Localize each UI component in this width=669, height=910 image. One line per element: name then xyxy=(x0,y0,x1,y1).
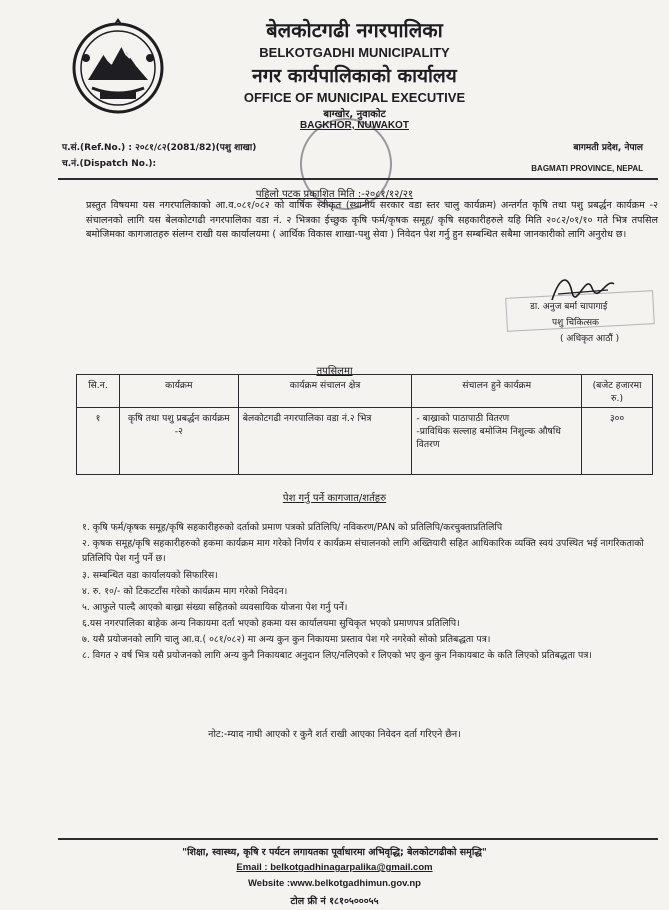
schedule-title: तपसिलमा xyxy=(316,366,353,377)
footer-website-link[interactable]: Website :www.belkotgadhimun.gov.np xyxy=(248,878,421,889)
header-sn: सि.न. xyxy=(77,375,120,408)
header-activity: संचालन हुने कार्यक्रम xyxy=(412,375,582,408)
signatory-authority: ( अधिकृत आठौं ) xyxy=(560,334,620,344)
province-ne: बागमती प्रदेश, नेपाल xyxy=(573,143,643,153)
note-text: नोट:-म्याद नाघी आएको र कुनै शर्त राखी आएका निवेदन दर्ता गरिएने छैन। xyxy=(208,729,461,740)
municipality-name-ne: बेलकोटगढी नगरपालिका xyxy=(266,18,443,42)
list-item: ६.यस नगरपालिका बाहेक अन्य निकायमा दर्ता भएको हकमा यस कार्यालयमा सुचिकृत भएको प्रमाणपत्र प्रतिलिपि। xyxy=(82,618,460,629)
cell-budget: ३०० xyxy=(582,408,653,475)
dispatch-number: च.नं.(Dispatch No.): xyxy=(62,159,157,169)
cell-sn: १ xyxy=(77,408,120,475)
municipality-name-en: BELKOTGADHI MUNICIPALITY xyxy=(259,45,450,60)
list-item: ८. विगत २ वर्ष भित्र यसै प्रयोजनको लागि अन्य कुनै निकायबाट अनुदान लिए/नलिएको र लिएको भए कुन कुन निकायबाट के कति लिएको प्रतिबद्धता पत्र। xyxy=(82,650,592,661)
office-name-ne: नगर कार्यपालिकाको कार्यालय xyxy=(252,65,457,87)
schedule-table xyxy=(76,374,653,475)
notice-title: पहिलो पटक प्रकाशित मिति :-२०८१/१२/२१ xyxy=(255,189,414,200)
cell-area: बेलकोटगढी नगरपालिका वडा नं.२ भित्र xyxy=(238,408,412,475)
notice-body: प्रस्तुत विषयमा यस नगरपालिकाको आ.व.०८१/०८२ को वार्षिक स्वीकृत (स्थानीय सरकार वडा स्तर चालु कार्यक्रम) अन्तर्गत कृषि तथा पशु प्रबर्द्धन कार्यक्रम -२ संचालनको लागि यस बेलकोटगढी नगरपालिका वडा नं. २ भित्रका ईच्छुक कृषि फर्म/कृषक समूह/ कृषि सहकारीहरुले यहि मिति २०८२/०१/१० गते भित्र तपसिल बमोजिमका कागजातहरु संलग्न राखी यस कार्यालयमा ( आर्थिक विकास शाखा-पशु सेवा ) निवेदन पेश गर्नु हुन सम्बन्धित सबैमा जानकारीको लागि अनुरोध छ। xyxy=(86,200,658,240)
header-area: कार्यक्रम संचालन क्षेत्र xyxy=(238,375,412,408)
activity-item: -प्राविधिक सल्लाह बमोजिम निशुल्क औषधि वितरण xyxy=(416,426,561,450)
list-item: ३. सम्बन्धित वडा कार्यालयको सिफारिस। xyxy=(82,570,218,581)
list-item: ४. रु. १०/- को टिकटटाँस गरेको कार्यक्रम माग गरेको निवेदन। xyxy=(82,586,288,597)
location-en: BAGKHOR, NUWAKOT xyxy=(300,120,409,131)
header-program: कार्यक्रम xyxy=(119,375,238,408)
signatory-name: डा. अनुज बर्मा चापागाई xyxy=(530,302,608,312)
table-row xyxy=(77,408,653,475)
signatory-title: पशु चिकित्सक xyxy=(552,318,599,328)
cell-program: कृषि तथा पशु प्रबर्द्धन कार्यक्रम -२ xyxy=(119,408,238,475)
reference-number: प.सं.(Ref.No.) : २०८१/८२(2081/82)(पशु शाखा) xyxy=(62,143,257,153)
activity-item: - बाख्राको पाठापाठी वितरण xyxy=(416,413,510,424)
list-item: ७. यसै प्रयोजनको लागि चालु आ.व.( ०८१/०८२) मा अन्य कुन कुन निकायमा प्रस्ताव पेश गरे नगरेको सोको प्रतिबद्धता पत्र। xyxy=(82,634,491,645)
header-divider xyxy=(58,178,658,180)
header-budget: (बजेट हजारमा रु.) xyxy=(582,375,653,408)
footer-motto: "शिक्षा, स्वास्थ्य, कृषि र पर्यटन लगायतका पूर्वाधारमा अभिवृद्धि; बेलकोटगढीको समृद्धि" xyxy=(182,847,487,858)
documents-title: पेश गर्नु पर्ने कागजात/शर्तहरु xyxy=(282,493,387,504)
province-en: BAGMATI PROVINCE, NEPAL xyxy=(531,164,643,173)
office-name-en: OFFICE OF MUNICIPAL EXECUTIVE xyxy=(243,90,466,105)
footer-email-link[interactable]: Email : belkotgadhinagarpalika@gmail.com xyxy=(236,862,433,873)
footer-toll-free: टोल फ्री नं १८१०५०००५५ xyxy=(290,896,379,907)
cell-activity xyxy=(412,408,582,475)
list-item: ५. आफुले पाल्दै आएको बाख्रा संख्या सहितको व्यवसायिक योजना पेश गर्नु पर्ने। xyxy=(82,602,348,613)
documents-list xyxy=(82,520,662,665)
list-item: १. कृषि फर्म/कृषक समूह/कृषि सहकारीहरुको दर्ताको प्रमाण पत्रको प्रतिलिपि/ नविकरण/PAN को प्रतिलिपि/करचुक्ताप्रतिलिपि xyxy=(82,522,503,533)
table-header-row xyxy=(77,375,653,408)
footer-divider xyxy=(58,838,658,840)
list-item: २. कृषक समूह/कृषि सहकारीहरुको हकमा कार्यक्रम माग गरेको निर्णय र कार्यक्रम संचालनको लागि अख्तियारी सहित आधिकारिक व्यक्ति स्वयं उपस्थित भई नागरिकताको प्रतिलिपि पेश गर्नु पर्ने छ। xyxy=(82,538,644,564)
location-ne: बाग्खोर, नुवाकोट xyxy=(323,109,386,120)
